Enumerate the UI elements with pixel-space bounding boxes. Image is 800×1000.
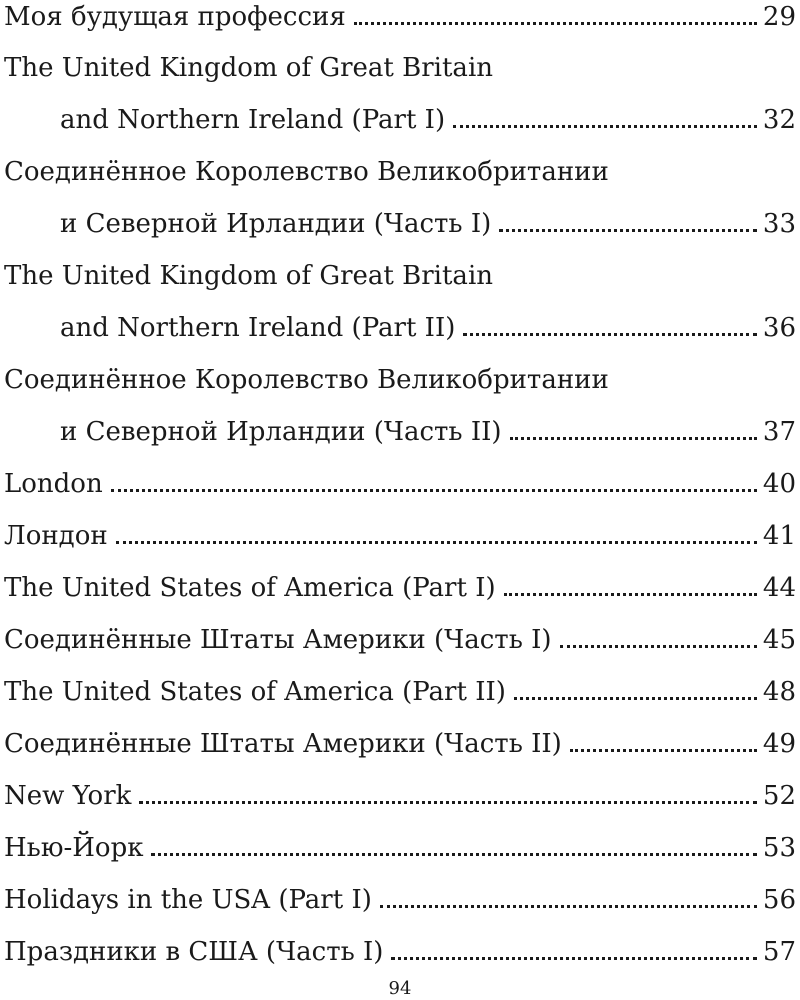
toc-entry-page: 32 [762, 105, 796, 135]
toc-entry [0, 863, 800, 915]
toc-entry [0, 811, 800, 863]
toc-entry-page: 37 [762, 417, 796, 447]
toc-entry-title: London [4, 469, 103, 499]
toc-entry-page: 52 [762, 781, 796, 811]
toc-entry-page: 36 [762, 313, 796, 343]
dot-leader [514, 697, 757, 700]
toc-entry [0, 135, 800, 187]
toc-entry-title: and Northern Ireland (Part I) [60, 105, 446, 135]
toc-entry [0, 239, 800, 291]
toc-entry-title: and Northern Ireland (Part II) [60, 313, 456, 343]
toc-entry-title: Моя будущая профессия [4, 2, 346, 32]
toc-entry-page: 57 [762, 937, 796, 967]
toc-entry-page: 53 [762, 833, 796, 863]
toc-entry [0, 83, 800, 135]
toc-entry [0, 31, 800, 83]
dot-leader [391, 957, 756, 960]
dot-leader [499, 229, 757, 232]
toc-entry [0, 343, 800, 395]
toc-entry-title: Соединённые Штаты Америки (Часть II) [4, 729, 562, 759]
toc-entry-title: New York [4, 781, 132, 811]
dot-leader [116, 541, 757, 544]
toc-entry-title: Лондон [4, 521, 108, 551]
toc-entry-title: Соединённое Королевство Великобритании [4, 157, 609, 187]
toc-entry-title: The United States of America (Part I) [4, 573, 496, 603]
toc-entry-title: The United States of America (Part II) [4, 677, 506, 707]
toc-entry [0, 447, 800, 499]
dot-leader [139, 801, 757, 804]
dot-leader [354, 22, 757, 25]
toc-entry [0, 291, 800, 343]
toc-entry-page: 41 [762, 521, 796, 551]
toc-entry-title: Соединённые Штаты Америки (Часть I) [4, 625, 552, 655]
toc-entry [0, 395, 800, 447]
toc-entry [0, 499, 800, 551]
toc-entry [0, 551, 800, 603]
dot-leader [570, 749, 757, 752]
toc-entry-title: и Северной Ирландии (Часть II) [60, 417, 502, 447]
toc-entry-title: The United Kingdom of Great Britain [4, 261, 493, 291]
toc-entry-title: Нью-Йорк [4, 833, 144, 863]
toc-entry-title: и Северной Ирландии (Часть I) [60, 209, 492, 239]
toc-entry-page: 44 [762, 573, 796, 603]
toc-entry [0, 0, 800, 32]
toc-entry-title: Соединённое Королевство Великобритании [4, 365, 609, 395]
toc-entry [0, 655, 800, 707]
toc-entry [0, 187, 800, 239]
dot-leader [111, 489, 757, 492]
dot-leader [504, 593, 757, 596]
toc-entry-title: Holidays in the USA (Part I) [4, 885, 372, 915]
toc-entry-page: 49 [762, 729, 796, 759]
dot-leader [453, 125, 757, 128]
toc-entry-page: 56 [762, 885, 796, 915]
toc-entry [0, 759, 800, 811]
page-number: 94 [388, 978, 412, 999]
toc-entry-page: 45 [762, 625, 796, 655]
toc-entry [0, 603, 800, 655]
toc-entry-page: 40 [762, 469, 796, 499]
toc-entry-page: 29 [762, 2, 796, 32]
toc-entry-page: 48 [762, 677, 796, 707]
dot-leader [510, 437, 757, 440]
dot-leader [151, 853, 756, 856]
toc-entry-title: The United Kingdom of Great Britain [4, 53, 493, 83]
dot-leader [380, 905, 757, 908]
toc-entry-title: Праздники в США (Часть I) [4, 937, 384, 967]
toc-entry [0, 707, 800, 759]
toc-entry [0, 915, 800, 967]
toc-entry-page: 33 [762, 209, 796, 239]
dot-leader [560, 645, 757, 648]
dot-leader [463, 333, 757, 336]
